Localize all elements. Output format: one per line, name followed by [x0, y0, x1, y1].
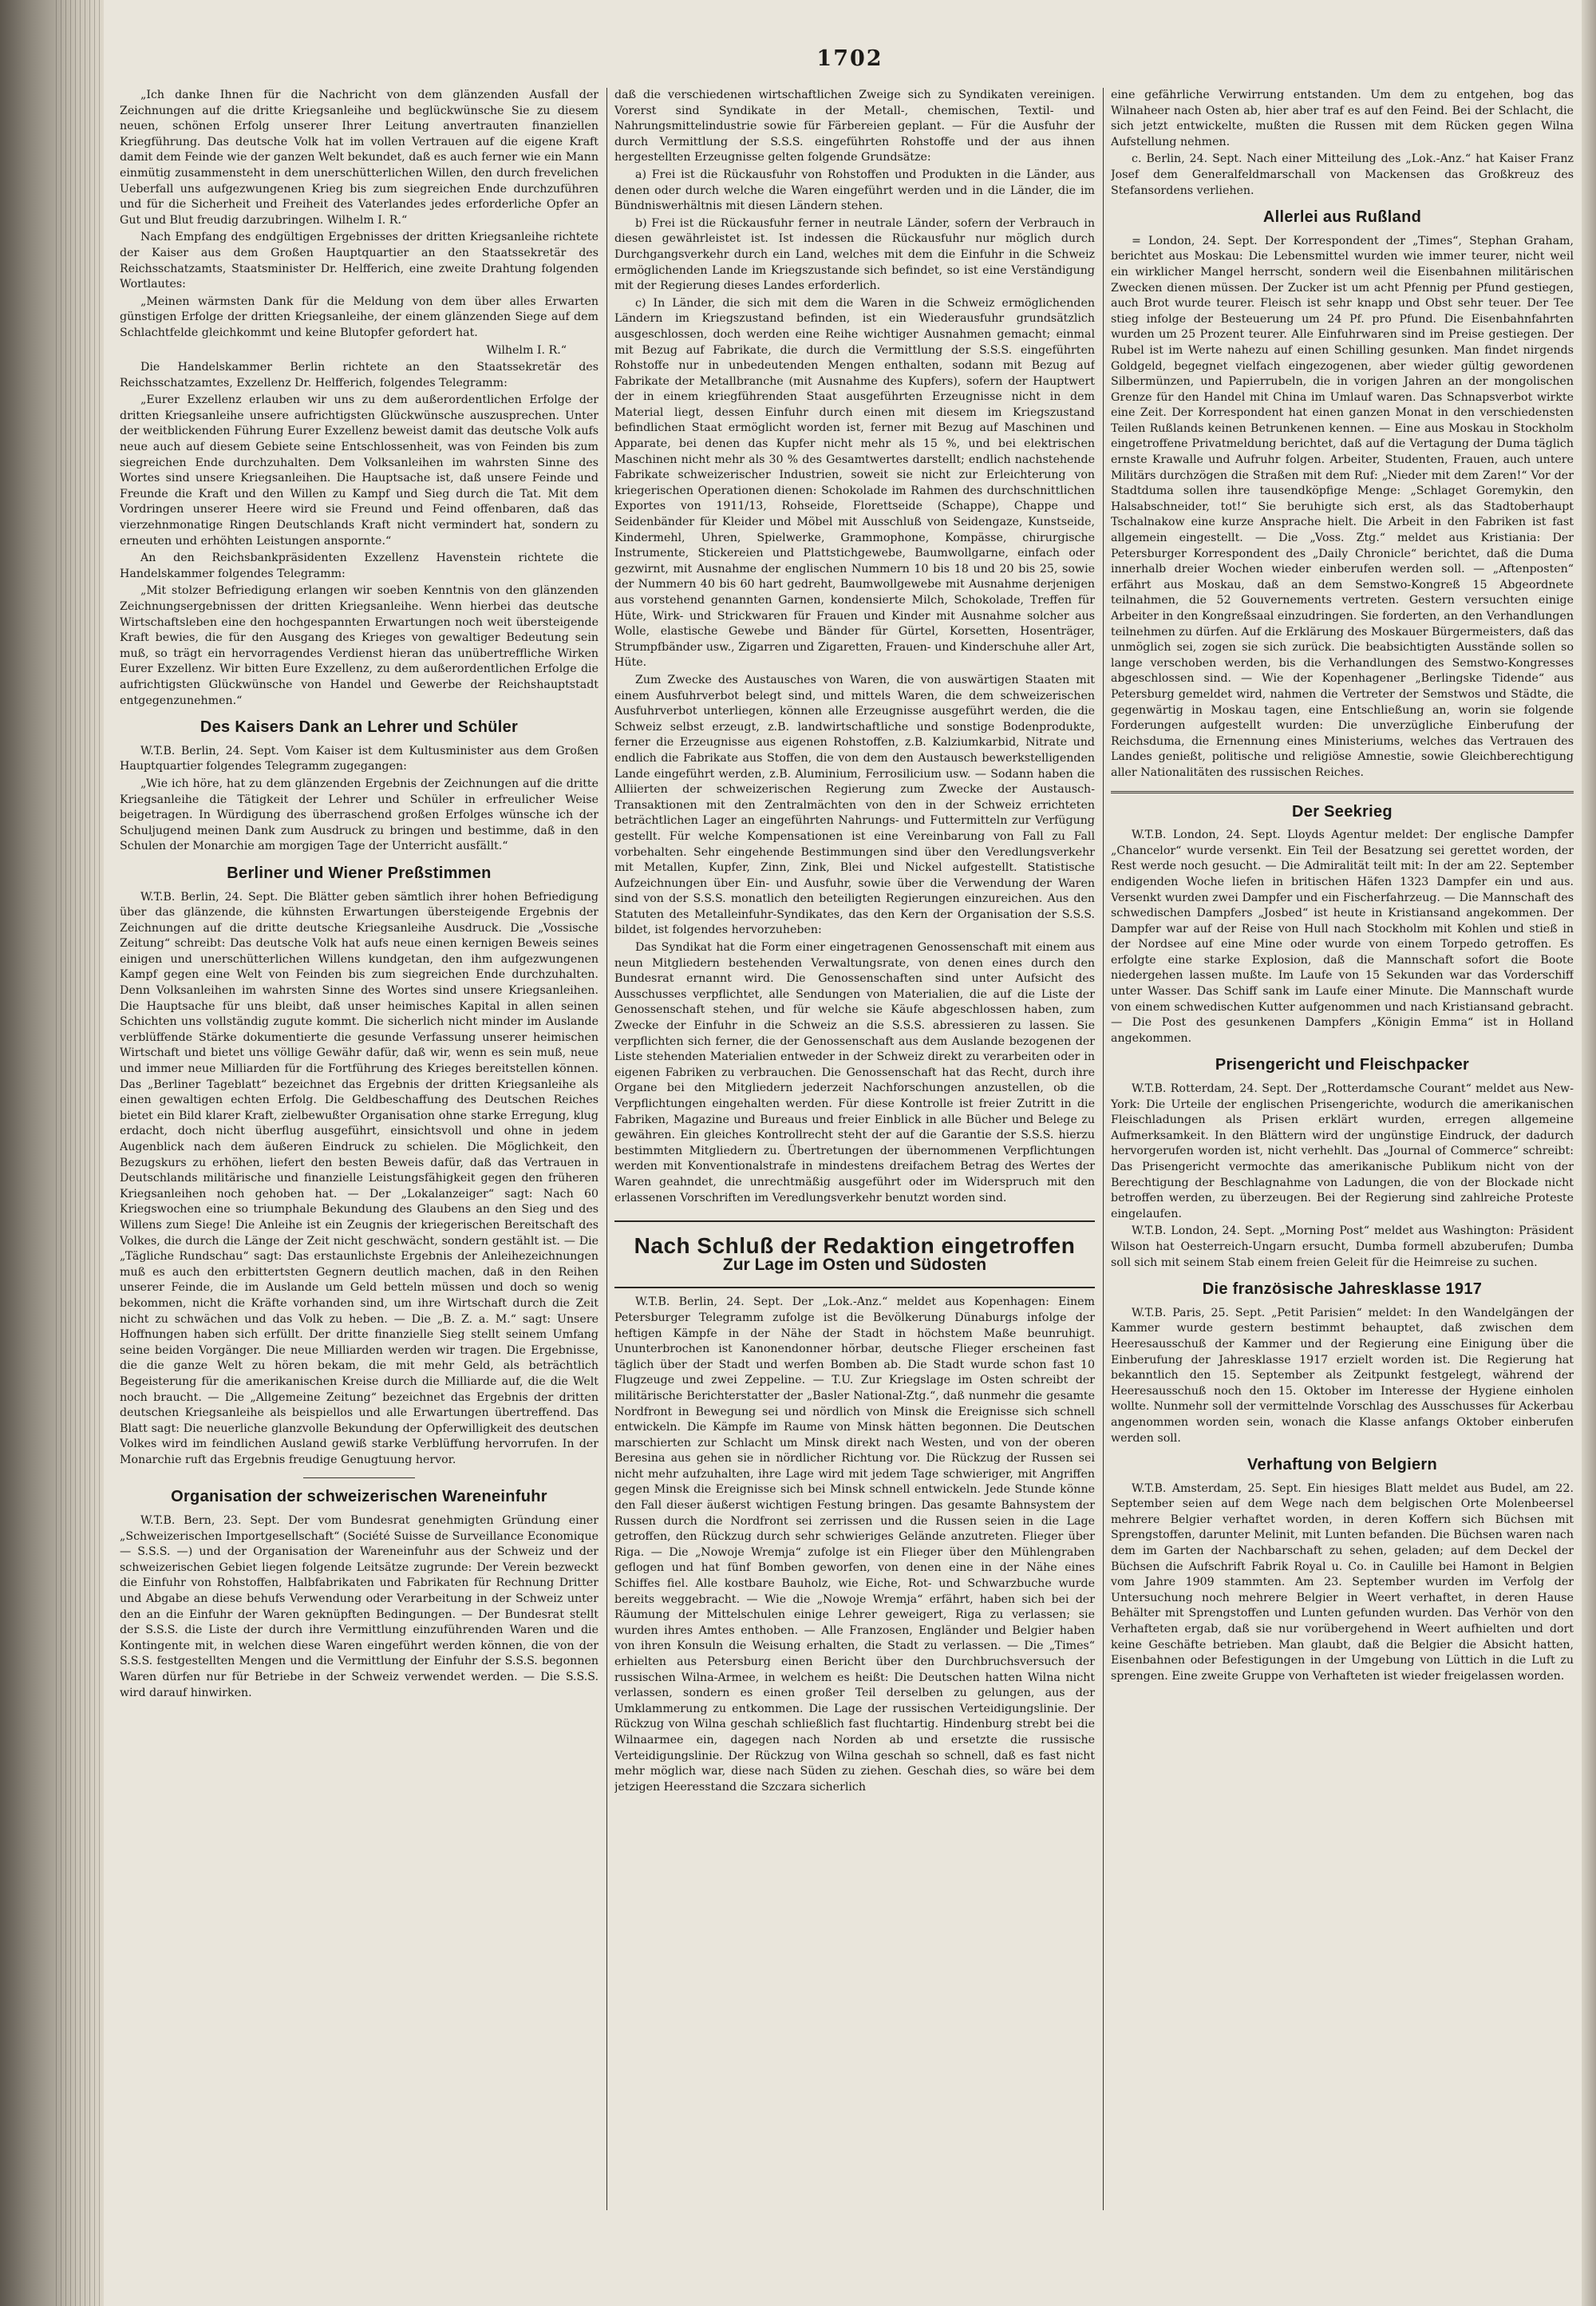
page-number: 1702: [816, 46, 883, 71]
paragraph: W.T.B. Paris, 25. Sept. „Petit Parisien“ meldet: In den Wandelgängen der Kammer wurde gestern bestimmt behauptet, daß zwischen dem Heeresausschuß der Kammer und der Regierung eine Einigung über die Einberufung der Jahresklasse 1917 erzielt worden ist. Die Regierung hat bekanntlich den 15. September als Zeitpunkt festgelegt, während der Heeresausschuß noch den 15. Oktober im Interesse der Hygiene einholen wollte. Nunmehr soll der vermittelnde Vorschlag des Ausschusses für Ackerbau angenommen worden sein, wonach die Klasse anfangs Oktober einberufen werden soll.: [1111, 1306, 1574, 1445]
paragraph: W.T.B. Berlin, 24. Sept. Vom Kaiser ist dem Kultusminister aus dem Großen Hauptquartier folgendes Telegramm zugegangen:: [120, 744, 598, 773]
article-heading: Berliner und Wiener Preßstimmen: [227, 864, 492, 882]
article-heading: Allerlei aus Rußland: [1262, 208, 1422, 227]
paragraph: Die Handelskammer Berlin richtete an den Staatssekretär des Reichsschatzamtes, Exzellenz Dr. Helfferich, folgendes Telegramm:: [120, 361, 598, 390]
paragraph: = London, 24. Sept. Der Korrespondent der „Times“, Stephan Graham, berichtet aus Moskau: Die Lebensmittel wurden wie immer teurer, nicht weil ein wirklicher Mangel herrscht, sondern weil die Eisenbahnen militärischen Zwecken dienen müssen. Der Zucker ist um acht Pfennig per Pfund gestiegen, auch Brot wurde teurer. Fleisch ist sehr knapp und Obst sehr teuer. Der Tee stieg infolge der Besteuerung um 24 Pf. pro Pfund. Die Eisenbahnfahrten wurden um 25 Prozent teurer. Alle Einfuhrwaren sind im Preise gestiegen. Der Rubel ist im Werte nahezu auf einen Schilling gesunken. Man findet nirgends Goldgeld, begegnet vielfach eingezogenen, aber wieder gültig gewordenen Silbermünzen, und Papierrubeln, die in vorigen Jahren an der mongolischen Grenze für den Handel mit China im Umlauf waren. Das Schnapsverbot wirkte eine Zeit. Der Korrespondent hat einen ganzen Monat in den verschiedensten Teilen Rußlands keinen Betrunkenen kennen. — Eine aus Moskau in Stockholm eingetroffene Privatmeldung berichtet, daß auf die Vertagung der Duma täglich ernste Krawalle und Aufruhr folgen. Arbeiter, Studenten, Frauen, auch untere Militärs durchzögen die Straßen mit dem Ruf: „Nieder mit dem Zaren!“ Vor der Stadtduma sollen ihre tausendköpfige Menge: „Schlaget Goremykin, den Halsabschneider, tot!“ Sie beruhigte sich erst, als das Stadtoberhaupt Tschalnakow eine kurze Ansprache hielt. Die Arbeit in den Fabriken ist fast allgemein eingestellt. — Die „Voss. Ztg.“ meldet aus Kristiania: Der Petersburger Korrespondent des „Daily Chronicle“ berichtet, daß die Duma innerhalb dreier Wochen wieder einberufen werden soll. — „Aftenposten“ erfährt aus Moskau, daß an dem Semstwo-Kongreß 15 Abgeordnete teilnahmen, die 52 Gouvernements vertreten. Gestern versuchten einige Arbeiter in den Kongreßsaal einzudringen. Sie forderten, an den Verhandlungen teilnehmen zu dürfen. Auf die Erklärung des Moskauer Bürgermeisters, daß das unmöglich sei, zogen sie sich zurück. Die beabsichtigten Ausstände sollen so lange verschoben werden, bis die Verhandlungen des Semstwo-Kongresses abgeschlossen sind. — Wie der Kopenhagener „Berlingske Tidende“ aus Petersburg gemeldet wird, nahmen die Vertreter der Semstwos und Städte, die gegenwärtig in Moskau tagen, eine Entschließung an, worin sie folgende Forderungen aufgestellt wurden: Die unverzügliche Einberufung der Reichsduma, die Ernennung eines Ministeriums, welches das Vertrauen des Landes genießt, politische und religiöse Amnestie, sowie Gleichberechtigung aller Nationalitäten des russischen Reiches.: [1111, 234, 1574, 779]
late-news-box: [614, 1220, 1095, 1288]
column-rule: [1103, 88, 1104, 2210]
paragraph: W.T.B. Berlin, 24. Sept. Die Blätter geben sämtlich ihrer hohen Befriedigung über das glänzende, die kühnsten Erwartungen übersteigende Ergebnis der Zeichnungen auf die dritte deutsche Kriegsanleihe Ausdruck. Die „Vossische Zeitung“ schreibt: Das deutsche Volk hat aufs neue einen kernigen Beweis seines einigen und unerschütterlichen Willens kundgetan, den ihm aufgezwungenen Kampf gegen eine Welt von Feinden bis zum siegreichen Ende durchzuhalten. Denn Volksanleihen im wahrsten Sinne des Wortes sind unsere Kriegsanleihen. Die Hauptsache für uns bleibt, daß unser heimisches Kapital in allen seinen Schichten uns vollständig zugute kommt. Die sicherlich nicht minder im Auslande verblüffende Stärke dokumentierte die gesunde Verfassung unserer heimischen Wirtschaft und bietet uns völlige Gewähr dafür, daß wir, wenn es sein muß, neue und immer neue Milliarden für die Fortführung des Krieges bereitstellen können. Das „Berliner Tageblatt“ bezeichnet das Ergebnis der dritten Kriegsanleihe als einen gewaltigen echten Erfolg. Die Geldbeschaffung des Deutschen Reiches bietet ein Bild klarer Kraft, zielbewußter Organisation ohne starke Erregung, klug erdacht, doch nicht überflug ausgeführt, einsichtsvoll und ohne in jedem Augenblick nach dem äußeren Eindruck zu schielen. Die Möglichkeit, den Bezugskurs zu erhöhen, liefert den besten Beweis dafür, daß das Vertrauen in Deutschlands militärische und finanzielle Leistungsfähigkeit gegen den früheren Kriegsanleihen noch gehoben hat. — Der „Lokalanzeiger“ sagt: Nach 60 Kriegswochen eine so triumphale Bekundung des Glaubens an den Sieg und des Willens zum Siege! Die Anleihe ist ein Zeugnis der kriegerischen Bereitschaft des Volkes, die durch die Länge der Zeit nicht geschwächt, sondern gestählt ist. — Die „Tägliche Rundschau“ sagt: Das erstaunlichste Ergebnis der Anleihezeichnungen muß es auch den erbittertsten Gegnern deutlich machen, daß in den Reihen unserer Feinde, die im Auslande um Geld betteln müssen und doch so wenig bekommen, nicht die Kräfte vorhanden sind, um ihre Wirtschaft durch die Zeit nicht zu schwächen und das Volk zu heben. — Die „B. Z. a. M.“ sagt: Unsere Hoffnungen haben sich erfüllt. Der dritte finanzielle Sieg stellt seinem Umfang seine beiden Vorgänger. Die neue Milliarden werden wir tragen. Die Ergebnisse, die die ganze Welt zu hören bekam, die mit mehr Geld, als beträchtlich Begeisterung für die amerikanischen Kreise durch die Milliarde auf, die die Welt noch braucht. — Die „Allgemeine Zeitung“ bezeichnet das Ergebnis der dritten deutschen Kriegsanleihe als beispiellos und alle Erwartungen übertreffend. Das Blatt sagt: Die neuerliche glanzvolle Bekundung der Opferwilligkeit des deutschen Volkes wird im feindlichen Ausland gewiß starke Verblüffung hervorrufen. In der Monarchie ruft das Ergebnis freudige Genugtuung hervor.: [120, 890, 598, 1466]
paragraph: W.T.B. Berlin, 24. Sept. Der „Lok.-Anz.“ meldet aus Kopenhagen: Einem Petersburger Telegramm zufolge ist die Bevölkerung Dünaburgs infolge der heftigen Kämpfe in der Nähe der Stadt in höchstem Maße beunruhigt. Ununterbrochen ist Kanonendonner hörbar, deutsche Flieger erscheinen fast täglich über der Stadt und werfen Bomben ab. Die Stadt wurde schon fast 10 Flugzeuge und zwei Zeppeline. — T.U. Zur Kriegslage im Osten schreibt der militärische Berichterstatter der „Basler National-Ztg.“, daß nunmehr die gesamte Nordfront in Bewegung sei und nördlich von Minsk die Ereignisse sich schnell entwickeln. Die Kämpfe im Raume von Minsk hätten begonnen. Die Deutschen marschierten zur Schlacht um Minsk direkt nach Westen, und von der oberen Beresina aus gehen sie in nördlicher Richtung vor. Die Rückzug der Russen sei nicht mehr aufzuhalten, ihre Lage wird mit jedem Tage schwieriger, mit Angriffen gegen Minsk die Ereignisse sich bei Minsk schnell entwickeln. Jede Stunde könne den Fall dieser äußerst wichtigen Festung bringen. Das gesamte Bahnsystem der Russen durch die Nordfront sei zerrissen und die Russen seien in die Lage getroffen, den Rückzug durch sehr schwieriges Gelände anzutreten. Flieger über Riga. — Die „Nowoje Wremja“ zufolge ist ein Flieger über den Mühlengraben geflogen und hat fünf Bomben geworfen, von denen eine in der Nähe eines Schiffes fiel. Alle kostbare Bauholz, wie Eiche, Rot- und Schwarzbuche wurde bereits weggebracht. — Wie die „Nowoje Wremja“ erfährt, haben sich bei der Räumung der Mittelschulen einige Lehrer geweigert, Riga zu verlassen; sie wurden ihres Amtes enthoben. — Alle Franzosen, Engländer und Belgier haben von ihren Konsuln die Weisung erhalten, die Stadt zu verlassen. — Die „Times“ erhielten aus Petersburg einen Bericht über den Durchbruchsversuch der russischen Wilna-Armee, in welchem es heißt: Die Deutschen hatten Wilna nicht verlassen, sondern es einen großer Teil derselben zu gelungen, aus der Umklammerung zu entkommen. Die Lage der russischen Verteidigungslinie. Der Rückzug von Wilna geschah schließlich fast fluchtartig. Hindenburg strebt bei die Wilnaarmee ein, dagegen nach Norden ab und ersetzte die russische Verteidigungslinie. Der Rückzug von Wilna geschah so schnell, daß es fast nicht mehr möglich war, diese nach Süden zu ziehen. Geschah dies, so wäre bei dem jetzigen Heeresstand die Szczara sicherlich: [614, 1295, 1095, 1794]
list-item: a) Frei ist die Rückausfuhr von Rohstoffen und Produkten in die Länder, aus denen oder durch welche die Waren eingeführt werden und in die Länder, die im Bündniswerhältnis mit diesen Ländern stehen.: [614, 168, 1095, 213]
paragraph: An den Reichsbankpräsidenten Exzellenz Havenstein richtete die Handelskammer folgendes Telegramm:: [120, 552, 598, 580]
column-3: [1111, 88, 1574, 2234]
list-item: c) In Länder, die sich mit dem die Waren in die Schweiz ermöglichenden Ländern im Kriegszustand befinden, ist ein Wiederausfuhr grundsätzlich ausgeschlossen, doch werden eine Reihe wichtiger Ausnahmen gemacht; einmal mit Bezug auf Fabrikate, die durch die Vermittlung der S.S.S. eingeführten Rohstoffe nur in unbedeutenden Mengen enthalten, sodann mit Bezug auf Fabrikate der Metallbranche (mit Ausnahme des Kupfers), sofern der Hauptwert der in einem kriegführenden Staat ausgeführten Erzeugnisse nicht in dem Material liegt, dessen Einfuhr durch einen mit diesem im Kriegszustand befindlichen Staat ermöglicht worden ist, ferner mit Bezug auf Maschinen und Apparate, bei denen das Kupfer nicht mehr als 15 %, und bei elektrischen Maschinen nicht mehr als 30 % des Gesamtwertes darstellt; endlich nachstehende Fabrikate schweizerischer Industrien, soweit sie nicht zur Erleichterung von kriegerischen Operationen dienen: Schokolade im Rahmen des durchschnittlichen Exportes von 1911/13, Rohseide, Florettseide (Schappe), Chappe und Seidenbänder für Kleider und Möbel mit Ausschluß von Seidengaze, Kunstseide, Kindermehl, Uhren, Spielwerke, Grammophone, Kompässe, chirurgische Instrumente, Stickereien und Plattstichgewebe, Baumwollgarne, einfach oder gezwirnt, mit Ausnahme der englischen Nummern 10 bis 18 und 20 bis 25, sowie der Nummern 40 bis 60 hart gedreht, Baumwollgewebe mit Ausnahme derjenigen aus vorstehend genannten Garnen, kondensierte Milch, Schokolade, Treffen für Hüte, Wirk- und Strickwaren für Frauen und Kinder mit Ausnahme solcher aus Wolle, elastische Gewebe und Bänder für Gürtel, Korsetten, Hosenträger, Strumpfbänder usw., Zigarren und Zigaretten, Frauen- und Kinderschuhe aller Art, Hüte.: [614, 296, 1095, 670]
paragraph: W.T.B. London, 24. Sept. Lloyds Agentur meldet: Der englische Dampfer „Chancelor“ wurde versenkt. Ein Teil der Besatzung sei gerettet worden, der Rest werde noch gesucht. — Die Admiralität teilt mit: In der am 22. September endigenden Woche liefen in britischen Häfen 1323 Dampfer ein und aus. Versenkt wurden zwei Dampfer und ein Fischerfahrzeug. — Die Mannschaft des schwedischen Dampfers „Josbed“ ist heute in Kristiansand angekommen. Der Dampfer war auf der Reise von Hull nach Stockholm mit Kohlen und stieß in der Nordsee auf eine Mine oder wurde von einem Torpedo getroffen. Es erfolgte eine starke Explosion, daß die Mannschaft sofort die Boote niedergehen lassen mußte. Im Laufe von 15 Sekunden war das Vorderschiff unter Wasser. Das Schiff sank im Laufe einer Minute. Die Mannschaft wurde von einem schwedischen Kutter aufgenommen und nach Kristiansand gebracht. — Die Post des gesunkenen Dampfers „Königin Emma“ ist in Holland angekommen.: [1111, 829, 1574, 1045]
article-heading: Verhaftung von Belgiern: [1246, 1456, 1438, 1474]
article-heading: Die französische Jahresklasse 1917: [1202, 1280, 1483, 1299]
article-heading: Prisengericht und Fleischpacker: [1215, 1056, 1470, 1074]
article-heading: Der Seekrieg: [1292, 802, 1393, 821]
paragraph: „Wie ich höre, hat zu dem glänzenden Ergebnis der Zeichnungen auf die dritte Kriegsanleihe die Tätigkeit der Lehrer und Schüler in erfreulicher Weise beigetragen. In Würdigung des überraschend großen Erfolges wünsche ich der Schuljugend meinen Dank zum Ausdruck zu bringen und bestimme, daß in den Schulen der Monarchie am morgigen Tage der Unterricht ausfällt.“: [120, 777, 598, 853]
page-right-edge-shadow: [1582, 0, 1596, 2306]
paragraph: W.T.B. London, 24. Sept. „Morning Post“ meldet aus Washington: Präsident Wilson hat Oesterreich-Ungarn ersucht, Dumba formell abzuberufen; Dumba soll sich mit seinem Stab einem freien Geleit für die Heimreise zu suchen.: [1111, 1224, 1574, 1269]
list-item: b) Frei ist die Rückausfuhr ferner in neutrale Länder, sofern der Verbrauch in diesen gewährleistet ist. Ist indessen die Rückausfuhr nur möglich durch Durchgangsverkehr durch ein Land, welches mit dem die Einfuhr in die Schweiz ermöglichenden Lande im Kriegszustande sich befindet, so ist eine Verständigung mit der Regierung dieses Landes erforderlich.: [614, 216, 1095, 293]
binding-page-edges: [56, 0, 104, 2306]
paragraph: W.T.B. Rotterdam, 24. Sept. Der „Rotterdamsche Courant“ meldet aus New-York: Die Urteile der englischen Prisengerichte, wodurch die amerikanischen Fleischladungen als Prisen erklärt wurden, erregen allgemeine Aufmerksamkeit. In den Blättern wird der ungünstige Eindruck, der dadurch hervorgerufen worden ist, nicht verhehlt. Das „Journal of Commerce“ schreibt: Das Prisengericht vermochte das amerikanische Publikum nicht von der Berechtigung der Beschlagnahme von Ladungen, die von der Blockade nicht betroffen werden, zu überzeugen. Bei der Regierung sind zahlreiche Proteste eingelaufen.: [1111, 1082, 1574, 1220]
column-1: [120, 88, 598, 2234]
column-rule: [606, 88, 607, 2210]
paragraph: Zum Zwecke des Austausches von Waren, die von auswärtigen Staaten mit einem Ausfuhrverbot belegt sind, und mittels Waren, die dem schweizerischen Ausfuhrverbot unterliegen, können alle Erzeugnisse ausgeführt werden, die die Schweiz selbst erzeugt, z.B. landwirtschaftliche und sonstige Bodenprodukte, ferner die Erzeugnisse aus eigenen Rohstoffen, z.B. Kalziumkarbid, Nitrate und endlich die Fabrikate aus Stoffen, die von dem den Austausch bewerkstelligenden Lande eingeführt werden, z.B. Aluminium, Ferrosilicium usw. — Sodann haben die Alliierten der schweizerischen Regierung zum Zwecke der Austausch-Transaktionen mit den Zentralmächten von den in der Schweiz errichteten beträchtlichen Lager an eingeführten Nahrungs- und Futtermitteln zur Verfügung gestellt. Für welche Kompensationen ist eine Vereinbarung von Fall zu Fall vorbehalten. Sehr eingehende Bestimmungen sind über den Veredlungsverkehr mit Metallen, Kupfer, Zinn, Zink, Blei und Nickel aufgestellt. Statistische Aufzeichnungen über Ein- und Ausfuhr, sowie über die Verwendung der Waren sind von der S.S.S. monatlich den beteiligten Regierungen einzureichen. Aus den Statuten des Metalleinfuhr-Syndikates, das den Kern der Organisation der S.S.S. bildet, ist folgendes hervorzuheben:: [614, 673, 1095, 937]
section-divider: [303, 1477, 415, 1478]
paragraph: Nach Empfang des endgültigen Ergebnisses der dritten Kriegsanleihe richtete der Kaiser aus dem Großen Hauptquartier an den Staatssekretär des Reichsschatzamts, Staatsminister Dr. Helfferich, eine zweite Drahtung folgenden Wortlautes:: [120, 231, 598, 291]
article-heading: Organisation der schweizerischen Wareneinfuhr: [171, 1488, 547, 1506]
paragraph: eine gefährliche Verwirrung entstanden. Um dem zu entgehen, bog das Wilnaheer nach Osten ab, hier aber traf es auf den Feind. Bei der Schlacht, die sich jetzt entwickelte, mußten die Russen mit dem Rücken gegen Wilna Aufstellung nehmen.: [1111, 89, 1574, 148]
article-heading: Des Kaisers Dank an Lehrer und Schüler: [200, 718, 519, 737]
paragraph: daß die verschiedenen wirtschaftlichen Zweige sich zu Syndikaten vereinigen. Vorerst sind Syndikate in der Metall-, chemischen, Textil- und Nahrungsmittelindustrie sowie für Färbereien geplant. — Für die Ausfuhr der durch Vermittlung der S.S.S. eingeführten Rohstoffe und der aus ihnen hergestellten Erzeugnisse gelten folgende Grundsätze:: [614, 89, 1095, 164]
late-news-subheading: Zur Lage im Osten und Südosten: [722, 1255, 987, 1274]
column-2: [614, 88, 1095, 2234]
paragraph: c. Berlin, 24. Sept. Nach einer Mitteilung des „Lok.-Anz.“ hat Kaiser Franz Josef dem Generalfeldmarschall von Mackensen das Großkreuz des Stefansordens verliehen.: [1111, 152, 1574, 197]
paragraph: „Meinen wärmsten Dank für die Meldung von dem über alles Erwarten günstigen Erfolge der dritten Kriegsanleihe, der einem glänzenden Siege auf dem Schlachtfelde gleichkommt und keine Blutopfer gefordert hat.: [120, 295, 598, 339]
signature-line: Wilhelm I. R.“: [486, 343, 567, 357]
paragraph: „Ich danke Ihnen für die Nachricht von dem glänzenden Ausfall der Zeichnungen auf die dritte Kriegsanleihe und beglückwünsche Sie zu diesem neuen, schönen Erfolg unserer Ihrer Leitung anvertrauten finanziellen Kriegführung. Das deutsche Volk hat im vollen Vertrauen auf die eigene Kraft damit dem Feinde wie der ganzen Welt bekundet, daß es auch ferner wie ein Mann einmütig zusammensteht in dem unerschütterlichen Willen, den durch frevelichen Ueberfall uns aufgezwungenen Krieg bis zum siegreichen Ende durchzuführen und für die Sicherheit und Freiheit des Vaterlandes jedes erforderliche Opfer an Gut und Blut freudig darzubringen. Wilhelm I. R.“: [120, 89, 598, 227]
newspaper-page: [104, 0, 1596, 2306]
paragraph: W.T.B. Amsterdam, 25. Sept. Ein hiesiges Blatt meldet aus Budel, am 22. September seien auf dem Wege nach dem belgischen Orte Molenbeersel mehrere Belgier verhaftet worden, in deren Koffern sich Büchsen mit Sprengstoffen, darunter Melinit, mit Lunten befanden. Die Büchsen waren nach dem im Garten der Nachbarschaft zu sehen, geladen; auf dem Deckel der Büchsen die Aufschrift Fabrik Royal u. Co. in Caulille bei Hamont in Belgien vom Jahre 1909 stammten. Am 23. September wurden im Verfolg der Untersuchung noch mehrere Belgier in Weert verhaftet, in deren Hause Behälter mit Sprengstoffen und Lunten gefunden wurden. Das Verhör von den Verhafteten ergab, daß sie nur vorübergehend in Weert aufhielten und dort keine Geschäfte betrieben. Man glaubt, daß die Belgier die Absicht hatten, Eisenbahnen oder Befestigungen in der Umgebung von Lüttich in die Luft zu sprengen. Eine zweite Gruppe von Verhafteten ist wieder freigelassen worden.: [1111, 1481, 1574, 1683]
paragraph: „Eurer Exzellenz erlauben wir uns zu dem außerordentlichen Erfolge der dritten Kriegsanleihe unsere aufrichtigsten Glückwünsche auszusprechen. Unter der weitblickenden Führung Eurer Exzellenz beweist damit das deutsche Volk aufs neue auch auf diesem Gebiete seine Entschlossenheit, was von Feinden bis zum siegreichen Ende durchzuhalten. Dem Volksanleihen im wahrsten Sinne des Wortes sind unsere Kriegsanleihen. Die Hauptsache ist, daß unsere Feinde und Freunde die Kraft und den Willen zu Kampf und Sieg durch die Tat. Mit dem Vordringen unserer Heere wird sie Freund und Feind offenbaren, daß das vierzehnmonatige Ringen Deutschlands Kraft nicht vermindert hat, sondern zu erneuten und erhöhten Leistungen anspornte.“: [120, 394, 598, 548]
section-divider: [1111, 791, 1574, 793]
paragraph: „Mit stolzer Befriedigung erlangen wir soeben Kenntnis von den glänzenden Zeichnungsergebnissen der dritten Kriegsanleihe. Wenn hierbei das deutsche Wirtschaftsleben eine den hochgespannten Erwartungen noch weit übersteigende Kraft bewies, die für den Ausgang des Krieges von gewaltiger Bedeutung sein muß, so trägt ein hervorragendes Verdienst hieran das unübertreffliche Wirken Eurer Exzellenz. Wir bitten Eure Exzellenz, zu dem außerordentlichen Erfolge die aufrichtigsten Glückwünsche von Handel und Gewerbe der Reichshauptstadt entgegenzunehmen.“: [120, 584, 598, 707]
late-news-heading: Nach Schluß der Redaktion eingetroffen: [634, 1233, 1076, 1259]
paragraph: Das Syndikat hat die Form einer eingetragenen Genossenschaft mit einem aus neun Mitgliedern bestehenden Verwaltungsrate, von denen eines durch den Bundesrat ernannt wird. Die Genossenschaften sind unter Aufsicht des Ausschusses verpflichtet, alle Sendungen von Materialien, die auf die Liste der Genossenschaft stehen, und für welche sie Käufe abgeschlossen haben, zum Zwecke der Einfuhr in die Schweiz an die S.S.S. abressieren zu lassen. Sie verpflichten sich ferner, die der Genossenschaft aus dem Auslande bezogenen der Liste stehenden Materialien entweder in der Schweiz direkt zu verarbeiten oder in eigenen Fabriken zu verbrauchen. Die Genossenschaft hat das Recht, durch ihre Organe bei den Mitgliedern jederzeit Nachforschungen anzustellen, ob die Verpflichtungen eingehalten werden. Für diese Kontrolle ist freier Zutritt in die Fabriken, Magazine und Bureaus und freier Einblick in alle Bücher und Belege zu gewähren. Ein gleiches Kontrollrecht steht der auf die Garantie der S.S.S. hierzu bestimmten Mitgliedern zu. Übertretungen der übernommenen Verpflichtungen werden mit Konventionalstrafe in mindestens dreifachem Betrag des Wertes der Waren geahndet, die unrechtmäßig ausgeführt oder im Widerspruch mit den erlassenen Vorschriften im Veredlungsverkehr benutzt worden sind.: [614, 941, 1095, 1204]
paragraph: W.T.B. Bern, 23. Sept. Der vom Bundesrat genehmigten Gründung einer „Schweizerischen Importgesellschaft“ (Société Suisse de Surveillance Economique — S.S.S. —) und der Organisation der Wareneinfuhr aus der Schweiz und der schweizerischen Gebiet liegen folgende Leitsätze zugrunde: Der Verein bezweckt die Einfuhr von Rohstoffen, Halbfabrikaten und Fabrikaten für Rechnung Dritter und Abgabe an diese behufs Verwendung oder Verarbeitung in der Schweiz unter den an die Einfuhr der Waren geknüpften Bedingungen. — Der Bundesrat stellt der S.S.S. die Liste der durch ihre Vermittlung einzuführenden Waren und die Kontingente mit, in welchen diese Waren eingeführt werden können, die von der S.S.S. festgestellten Mengen und die Vermittlung der Einfuhr der S.S.S. begonnen Waren dürfen nur für Betriebe in der Schweiz verwendet werden. — Die S.S.S. wird darauf hinwirken.: [120, 1514, 598, 1699]
